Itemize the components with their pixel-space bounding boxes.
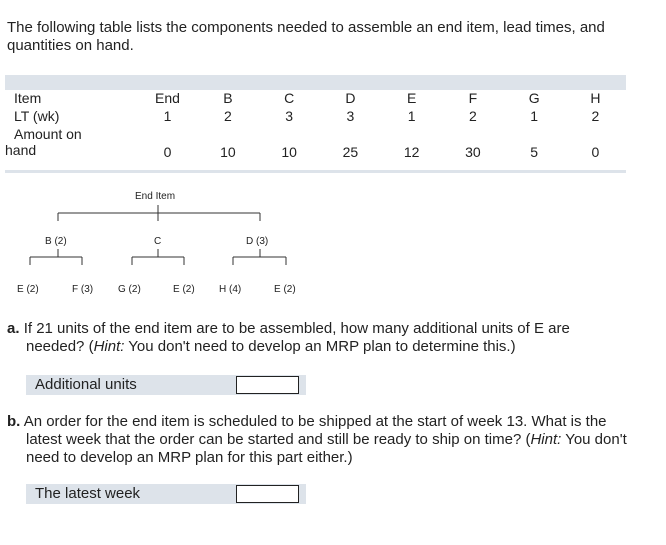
tree-node-f: F (3) bbox=[72, 284, 94, 295]
onhand-b: 10 bbox=[220, 144, 236, 160]
onhand-f: 30 bbox=[465, 144, 481, 160]
question-a bbox=[7, 320, 629, 356]
item-c: C bbox=[259, 90, 320, 108]
row-label-lt: LT (wk) bbox=[5, 108, 138, 126]
table-row-onhand bbox=[5, 126, 626, 170]
tree-node-e-under-b: E (2) bbox=[17, 284, 39, 295]
lt-b: 2 bbox=[197, 108, 258, 126]
onhand-d: 25 bbox=[342, 144, 359, 160]
latest-week-input[interactable] bbox=[236, 485, 299, 503]
question-b-text-end: You don't need to develop an MRP plan for this part either.) bbox=[26, 431, 627, 466]
onhand-h: 0 bbox=[591, 144, 600, 160]
lt-end: 1 bbox=[138, 108, 197, 126]
lt-d: 3 bbox=[320, 108, 381, 126]
item-end: End bbox=[138, 90, 197, 108]
tree-node-e-under-d: E (2) bbox=[274, 284, 296, 295]
intro-text: The following table lists the components needed to assemble an end item, lead times, and quantities on hand. bbox=[7, 19, 605, 54]
item-h: H bbox=[565, 90, 626, 108]
lt-e: 1 bbox=[381, 108, 442, 126]
item-d: D bbox=[320, 90, 381, 108]
tree-node-c: C bbox=[154, 236, 162, 247]
table-row-lt bbox=[5, 108, 626, 126]
item-e: E bbox=[381, 90, 442, 108]
answer-row-b bbox=[26, 484, 306, 504]
tree-node-b: B (2) bbox=[45, 236, 67, 247]
question-b-text: An order for the end item is scheduled to be shipped at the start of week 13. What is the latest week that the order can be started and still be ready to ship on time? ( bbox=[23, 413, 607, 448]
table-header-bar bbox=[5, 75, 626, 90]
question-b-hint: Hint: bbox=[530, 431, 562, 448]
row-label-onhand-line2: hand bbox=[5, 142, 37, 158]
tree-node-end-item: End Item bbox=[135, 191, 176, 202]
answer-label-latest-week: The latest week bbox=[35, 485, 141, 502]
lt-h: 2 bbox=[565, 108, 626, 126]
additional-units-input[interactable] bbox=[236, 376, 299, 394]
question-a-text-end: You don't need to develop an MRP plan to determine this.) bbox=[124, 338, 516, 355]
row-label-onhand-line1: Amount on bbox=[14, 126, 82, 142]
onhand-e: 12 bbox=[403, 144, 420, 160]
item-f: F bbox=[442, 90, 503, 108]
item-g: G bbox=[504, 90, 565, 108]
table-bottom-bar bbox=[5, 170, 626, 173]
tree-node-d: D (3) bbox=[246, 236, 269, 247]
lt-g: 1 bbox=[504, 108, 565, 126]
components-table bbox=[5, 75, 626, 173]
item-b: B bbox=[197, 90, 258, 108]
answer-label-additional-units: Additional units bbox=[35, 376, 137, 393]
table-row-item bbox=[5, 90, 626, 108]
lt-f: 2 bbox=[442, 108, 503, 126]
question-b-letter: b. bbox=[7, 413, 21, 430]
product-structure-tree bbox=[0, 185, 310, 305]
answer-row-a bbox=[26, 375, 306, 395]
question-a-hint: Hint: bbox=[93, 338, 125, 355]
tree-node-e-under-c: E (2) bbox=[173, 284, 195, 295]
lt-c: 3 bbox=[259, 108, 320, 126]
question-b bbox=[7, 413, 629, 467]
tree-node-h: H (4) bbox=[219, 284, 242, 295]
question-a-text: If 21 units of the end item are to be assembled, how many additional units of E are needed? ( bbox=[23, 320, 570, 355]
onhand-c: 10 bbox=[281, 144, 297, 160]
row-label-item: Item bbox=[5, 90, 138, 108]
row-label-onhand bbox=[5, 126, 138, 170]
onhand-g: 5 bbox=[530, 144, 539, 160]
question-a-letter: a. bbox=[7, 320, 20, 337]
onhand-end: 0 bbox=[163, 144, 172, 160]
tree-node-g: G (2) bbox=[118, 284, 141, 295]
